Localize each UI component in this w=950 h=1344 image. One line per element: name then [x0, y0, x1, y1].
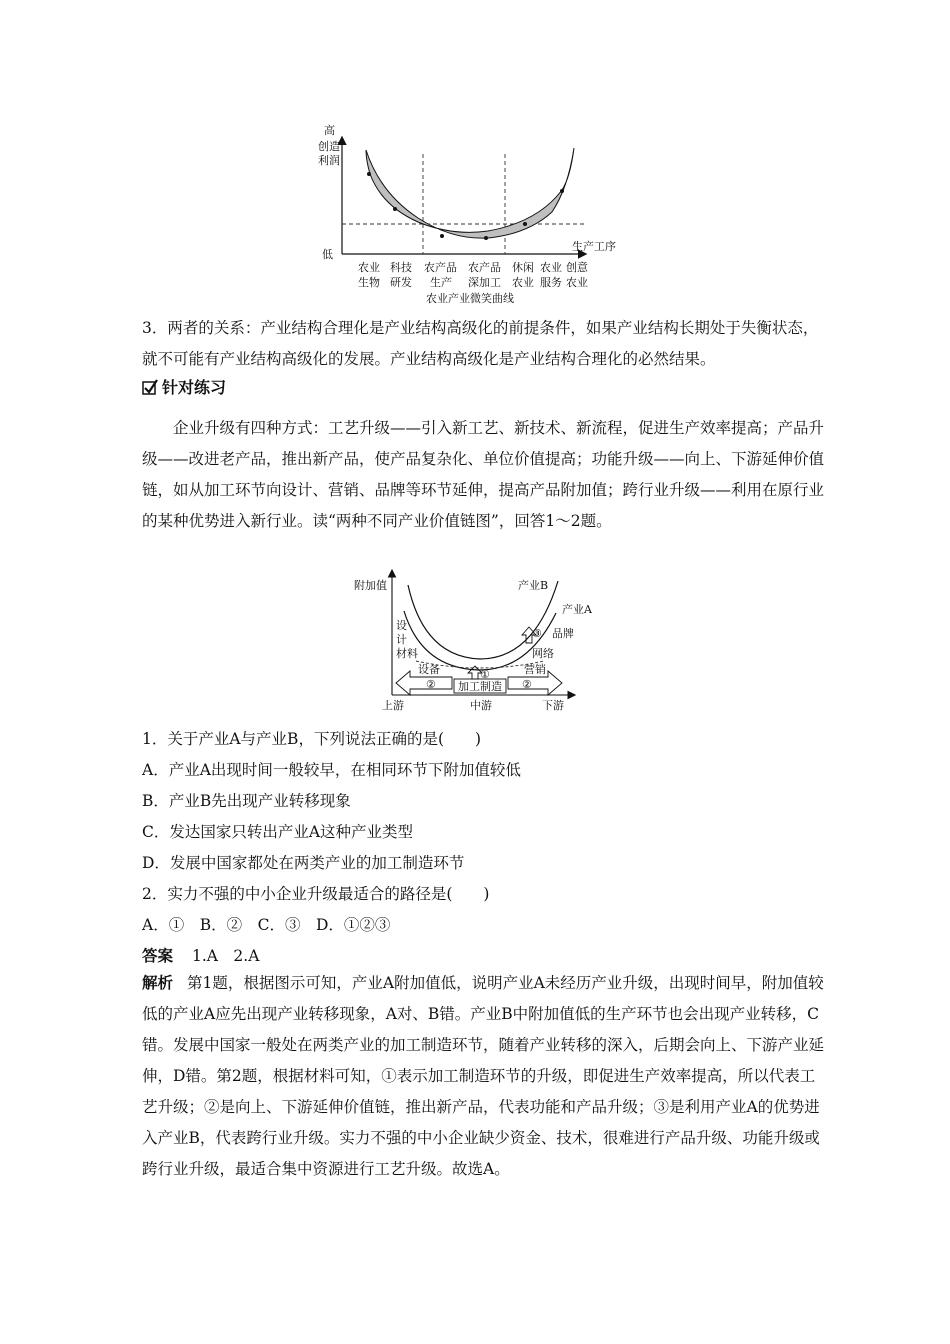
- smile-curve-figure: [300, 118, 620, 308]
- material-label: 材料: [396, 647, 418, 660]
- section-heading: [142, 375, 226, 398]
- point: [523, 222, 527, 226]
- curve-industry-a: [404, 611, 556, 670]
- point: [484, 236, 488, 240]
- analysis-label: 解析: [142, 974, 174, 992]
- stage-label: 生产: [430, 276, 452, 289]
- midstream-label: 中游: [470, 699, 492, 712]
- analysis-paragraph: [142, 968, 826, 1185]
- value-chain-svg: [352, 565, 602, 713]
- brand-label: 品牌: [552, 627, 574, 640]
- stage-label: 农业: [512, 276, 534, 289]
- analysis-text: 第1题，根据图示可知，产业A附加值低，说明产业A未经历产业升级，出现时间早，附加值较低的产业A应先出现产业转移现象，A对、B错。产业B中附加值低的生产环节也会出现产业转移，C错。发展中国家一般处在两类产业的加工制造环节，随着产业转移的深入，后期会向上、下游产业延伸，D错。第2题，根据材料可知，①表示加工制造环节的升级，即促进生产效率提高，所以代表工艺升级；②是向上、下游延伸价值链，推出新产品，代表功能和产品升级；③是利用产业A的优势进入产业B，代表跨行业升级。实力不强的中小企业缺少资金、技术，很难进行产品升级、功能升级或跨行业升级，最适合集中资源进行工艺升级。故选A。: [142, 974, 825, 1178]
- intro-paragraph: 企业升级有四种方式：工艺升级——引入新工艺、新技术、新流程，促进生产效率提高；产品升级——改进老产品，推出新产品，使产品复杂化、单位价值提高；功能升级——向上、下游延伸价值链，如从加工环节向设计、营销、品牌等环节延伸，提高产品附加值；跨行业升级——利用在原行业的某种优势进入新行业。读“两种不同产业价值链图”，回答1～2题。: [142, 419, 825, 530]
- equipment-label: 设备: [418, 663, 440, 676]
- answer-text: 1.A 2.A: [191, 947, 260, 965]
- figure-caption: 农业产业微笑曲线: [426, 292, 514, 305]
- mark-2-left: ②: [426, 678, 436, 691]
- stage-label: 农业: [566, 276, 588, 289]
- point: [440, 234, 444, 238]
- y-axis-label: 附加值: [354, 579, 387, 592]
- question-1-option-c: C．发达国家只转出产业A这种产业类型: [142, 823, 414, 841]
- mark-3: ③: [532, 627, 542, 640]
- stage-label: 生物: [358, 276, 380, 289]
- stage-label: 农业: [540, 261, 562, 274]
- stage-label: 休闲: [512, 261, 534, 274]
- y-label-2: 利润: [318, 154, 340, 167]
- stage-label: 农产品: [424, 261, 457, 274]
- curve-a-label: 产业A: [562, 603, 592, 616]
- mark-1: ①: [480, 668, 490, 681]
- smile-band: [366, 148, 574, 238]
- stage-label: 农产品: [468, 261, 501, 274]
- answer-line: [142, 944, 259, 966]
- manufacturing-label: 加工制造: [458, 680, 502, 693]
- design-label: 设: [396, 619, 407, 632]
- mark-2-right: ②: [522, 678, 532, 691]
- y-low-label: 低: [322, 248, 333, 261]
- section-title: 针对练习: [162, 378, 227, 397]
- network-label: 网络: [532, 647, 554, 660]
- upstream-label: 上游: [382, 699, 404, 712]
- question-1-stem: 1．关于产业A与产业B，下列说法正确的是( ): [142, 730, 482, 748]
- value-chain-figure: [352, 565, 602, 713]
- marketing-label: 营销: [524, 663, 546, 676]
- stage-label: 科技: [390, 261, 412, 274]
- smile-curve-svg: [300, 118, 620, 308]
- point: [393, 207, 397, 211]
- stage-label: 服务: [540, 276, 562, 289]
- point-3-paragraph: 3．两者的关系：产业结构合理化是产业结构高级化的前提条件，如果产业结构长期处于失衡状态，就不可能有产业结构高级化的发展。产业结构高级化是产业结构合理化的必然结果。: [142, 319, 819, 368]
- point: [560, 189, 564, 193]
- question-2-options: A．① B．② C．③ D．①②③: [142, 916, 391, 934]
- curve-b-label: 产业B: [518, 579, 549, 592]
- checkbox-icon: [142, 379, 158, 395]
- x-axis-label: 生产工序: [572, 240, 616, 253]
- stage-label: 研发: [390, 276, 412, 289]
- downstream-label: 下游: [542, 699, 564, 712]
- y-label-1: 创造: [318, 140, 340, 153]
- answer-label: 答案: [142, 947, 174, 965]
- design-label: 计: [396, 633, 407, 646]
- question-1-option-d: D．发展中国家都处在两类产业的加工制造环节: [142, 854, 465, 872]
- question-1-option-b: B．产业B先出现产业转移现象: [142, 792, 351, 810]
- stage-label: 创意: [566, 261, 588, 274]
- stage-label: 深加工: [468, 276, 501, 289]
- question-2-stem: 2．实力不强的中小企业升级最适合的路径是( ): [142, 885, 490, 903]
- stage-label: 农业: [358, 261, 380, 274]
- y-high-label: 高: [324, 124, 335, 137]
- question-1-option-a: A．产业A出现时间一般较早，在相同环节下附加值较低: [142, 761, 521, 779]
- point: [367, 172, 371, 176]
